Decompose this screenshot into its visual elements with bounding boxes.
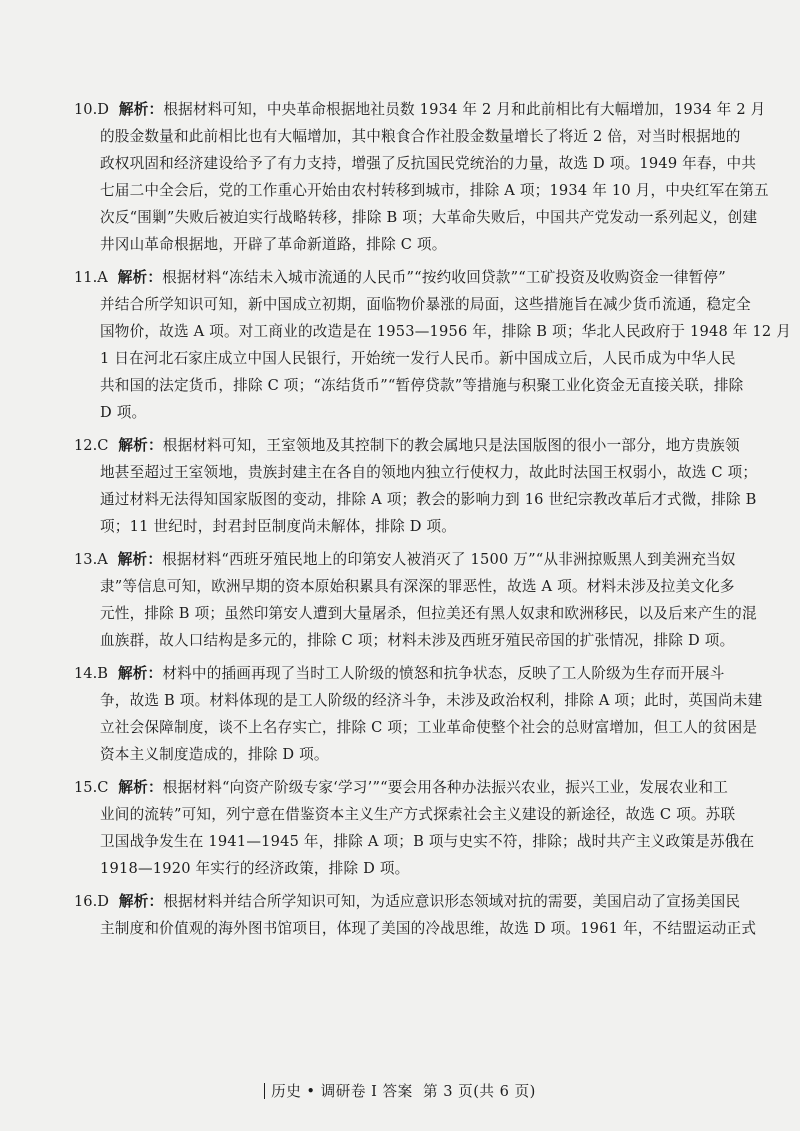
answer-text: 根据材料“向资产阶级专家‘学习’”“要会用各种办法振兴农业，振兴工业，发展农业和工 xyxy=(162,779,729,796)
answer-line xyxy=(74,774,734,801)
answer-item xyxy=(74,888,757,942)
answer-number: 14.B xyxy=(74,665,108,682)
answer-line: 1 日在河北石家庄成立中国人民银行，开始统一发行人民币。新中国成立后，人民币成为中华人民 xyxy=(100,350,736,367)
answer-line: 资本主义制度造成的，排除 D 项。 xyxy=(100,746,329,763)
answer-line: 主制度和价值观的海外图书馆项目，体现了美国的冷战思维，故选 D 项。1961 年，不结盟运动正式 xyxy=(100,920,757,937)
answer-text: 根据材料“西班牙殖民地上的印第安人被消灭了 1500 万”“从非洲掠贩黑人到美洲充当奴 xyxy=(162,551,736,568)
analysis-label: 解析： xyxy=(117,665,163,682)
answer-line: 共和国的法定货币，排除 C 项；“冻结货币”“暂停贷款”等措施与积聚工业化资金无直接关联，排除 xyxy=(100,377,744,394)
answer-line xyxy=(74,546,734,573)
analysis-label: 解析： xyxy=(117,551,163,568)
answer-line: 地甚至超过王室领地，贵族封建主在各自的领地内独立行使权力，故此时法国王权弱小，故选 C 项； xyxy=(100,464,758,481)
answer-line: 国物价，故选 A 项。对工商业的改造是在 1953—1956 年，排除 B 项；华北人民政府于 1948 年 12 月 xyxy=(100,323,792,340)
analysis-label: 解析： xyxy=(118,437,163,454)
answer-list xyxy=(74,96,792,948)
answer-text: 根据材料可知，中央革命根据地社员数 1934 年 2 月和此前相比有大幅增加，1934 年 2 月 xyxy=(163,101,766,118)
answer-line: 卫国战争发生在 1941—1945 年，排除 A 项；B 项与史实不符，排除；战时共产主义政策是苏俄在 xyxy=(100,833,755,850)
answer-text: 根据材料可知，王室领地及其控制下的教会属地只是法国版图的很小一部分，地方贵族领 xyxy=(162,437,740,454)
answer-item xyxy=(74,96,769,258)
answer-number: 12.C xyxy=(74,437,109,454)
answer-line: D 项。 xyxy=(100,404,147,421)
answer-line: 血族群，故人口结构是多元的，排除 C 项；材料未涉及西班牙殖民帝国的扩张情况，排除 D 项。 xyxy=(100,632,735,649)
footer-page-number: 第 3 页(共 6 页) xyxy=(422,1083,536,1100)
answer-item xyxy=(74,546,757,654)
answer-item xyxy=(74,432,758,540)
answer-number: 11.A xyxy=(74,269,108,286)
answer-number: 15.C xyxy=(74,779,109,796)
answer-number: 10.D xyxy=(74,101,109,118)
answer-line: 通过材料无法得知国家版图的变动，排除 A 项；教会的影响力到 16 世纪宗教改革后才式微，排除 B xyxy=(100,491,757,508)
answer-line xyxy=(74,660,734,687)
answer-line: 元性，排除 B 项；虽然印第安人遭到大量屠杀，但拉美还有黑人奴隶和欧洲移民，以及后来产生的混 xyxy=(100,605,757,622)
footer-subject: 历史 • 调研卷 Ⅰ 答案 xyxy=(271,1083,413,1100)
answer-number: 16.D xyxy=(74,893,109,910)
footer-divider xyxy=(264,1083,265,1099)
answer-line: 争，故选 B 项。材料体现的是工人阶级的经济斗争，未涉及政治权利，排除 A 项；此时，英国尚未建 xyxy=(100,692,763,709)
answer-number: 13.A xyxy=(74,551,108,568)
answer-line: 七届二中全会后，党的工作重心开始由农村转移到城市，排除 A 项；1934 年 10 月，中央红军在第五 xyxy=(100,182,769,199)
answer-line: 1918—1920 年实行的经济政策，排除 D 项。 xyxy=(100,860,410,877)
answer-text: 材料中的插画再现了当时工人阶级的愤怒和抗争状态，反映了工人阶级为生存而开展斗 xyxy=(162,665,725,682)
answer-line: 立社会保障制度，谈不上名存实亡，排除 C 项；工业革命使整个社会的总财富增加，但工人的贫困是 xyxy=(100,719,758,736)
answer-line xyxy=(74,888,741,915)
answer-line: 井冈山革命根据地，开辟了革命新道路，排除 C 项。 xyxy=(100,236,447,253)
answer-line xyxy=(74,264,734,291)
answer-line: 项；11 世纪时，封君封臣制度尚未解体，排除 D 项。 xyxy=(100,518,457,535)
analysis-label: 解析： xyxy=(118,779,163,796)
answer-line: 并结合所学知识可知，新中国成立初期，面临物价暴涨的局面，这些措施旨在减少货币流通，稳定全 xyxy=(100,296,751,313)
answer-text: 根据材料“冻结未入城市流通的人民币”“按约收回贷款”“工矿投资及收购资金一律暂停” xyxy=(162,269,726,286)
analysis-label: 解析： xyxy=(117,269,163,286)
answer-line: 次反“围剿”失败后被迫实行战略转移，排除 B 项；大革命失败后，中国共产党发动一系列起义，创建 xyxy=(100,209,758,226)
answer-item xyxy=(74,774,755,882)
answer-line xyxy=(74,432,740,459)
answer-line xyxy=(74,96,766,123)
page-footer xyxy=(0,1080,800,1101)
analysis-label: 解析： xyxy=(118,101,164,118)
analysis-label: 解析： xyxy=(118,893,164,910)
answer-line: 的股金数量和此前相比也有大幅增加，其中粮食合作社股金数量增长了将近 2 倍，对当时根据地的 xyxy=(100,128,741,145)
answer-line: 业间的流转”可知，列宁意在借鉴资本主义生产方式探索社会主义建设的新途径，故选 C 项。苏联 xyxy=(100,806,736,823)
answer-item xyxy=(74,660,763,768)
answer-item xyxy=(74,264,792,426)
answer-line: 政权巩固和经济建设给予了有力支持，增强了反抗国民党统治的力量，故选 D 项。1949 年春，中共 xyxy=(100,155,757,172)
answer-text: 根据材料并结合所学知识可知，为适应意识形态领域对抗的需要，美国启动了宣扬美国民 xyxy=(163,893,741,910)
answer-line: 隶”等信息可知，欧洲早期的资本原始积累具有深深的罪恶性，故选 A 项。材料未涉及拉美文化多 xyxy=(100,578,735,595)
